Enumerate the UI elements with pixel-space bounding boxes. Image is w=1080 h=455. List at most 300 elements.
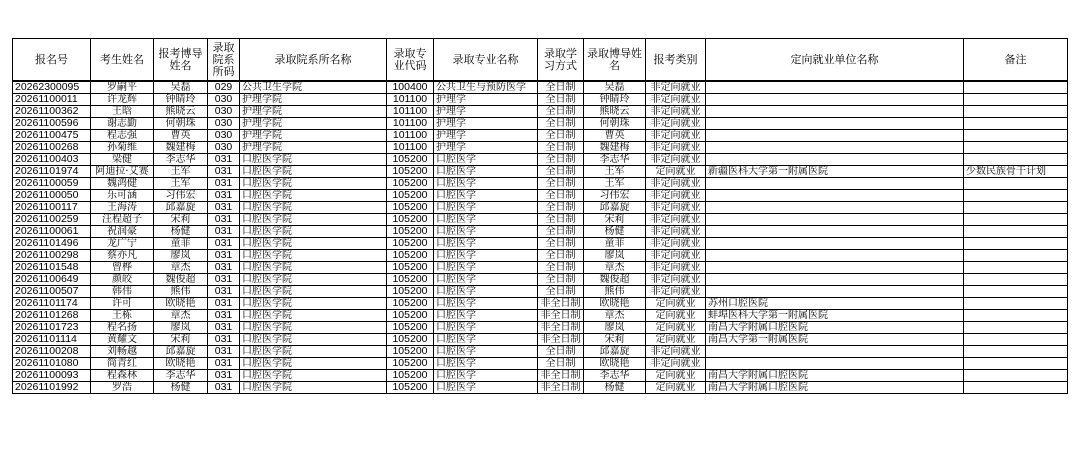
cell-major-name: 口腔医学 (434, 322, 538, 334)
cell-category: 非定向就业 (646, 214, 706, 226)
cell-dept-name: 口腔医学院 (240, 298, 387, 310)
cell-remarks (964, 142, 1068, 154)
cell-applied-supervisor: 李志华 (154, 154, 208, 166)
cell-admitted-supervisor: 熊伟 (584, 286, 646, 298)
cell-employer (706, 214, 964, 226)
cell-reg-no: 20261101080 (13, 358, 91, 370)
cell-name: 魏鸿健 (91, 178, 154, 190)
cell-employer (706, 250, 964, 262)
col-header-admitted-supervisor: 录取博导姓名 (584, 39, 646, 82)
table-row (13, 142, 1068, 154)
cell-reg-no: 20261100208 (13, 346, 91, 358)
cell-remarks (964, 226, 1068, 238)
cell-category: 非定向就业 (646, 238, 706, 250)
cell-reg-no: 20261101723 (13, 322, 91, 334)
cell-dept-name: 护理学院 (240, 118, 387, 130)
cell-study-mode: 全日制 (538, 118, 584, 130)
table-row (13, 214, 1068, 226)
cell-name: 汪程超子 (91, 214, 154, 226)
cell-category: 非定向就业 (646, 358, 706, 370)
cell-employer: 蚌埠医科大学第一附属医院 (706, 310, 964, 322)
cell-admitted-supervisor: 吴磊 (584, 81, 646, 94)
cell-major-code: 105200 (387, 190, 434, 202)
cell-category: 定向就业 (646, 370, 706, 382)
cell-admitted-supervisor: 邱嘉旋 (584, 202, 646, 214)
cell-applied-supervisor: 邱嘉旋 (154, 202, 208, 214)
cell-study-mode: 全日制 (538, 142, 584, 154)
cell-applied-supervisor: 廖岚 (154, 250, 208, 262)
cell-major-code: 105200 (387, 166, 434, 178)
cell-dept-name: 护理学院 (240, 130, 387, 142)
cell-reg-no: 20261100475 (13, 130, 91, 142)
cell-remarks (964, 118, 1068, 130)
table-row (13, 274, 1068, 286)
table-row (13, 81, 1068, 94)
cell-remarks (964, 130, 1068, 142)
cell-major-name: 口腔医学 (434, 262, 538, 274)
cell-reg-no: 20261100362 (13, 106, 91, 118)
cell-employer: 南昌大学第一附属医院 (706, 334, 964, 346)
cell-major-code: 105200 (387, 298, 434, 310)
cell-major-name: 口腔医学 (434, 310, 538, 322)
cell-major-name: 护理学 (434, 130, 538, 142)
cell-name: 程森林 (91, 370, 154, 382)
table-row (13, 322, 1068, 334)
cell-applied-supervisor: 熊伟 (154, 286, 208, 298)
cell-applied-supervisor: 章杰 (154, 310, 208, 322)
cell-major-code: 105200 (387, 178, 434, 190)
col-header-name: 考生姓名 (91, 39, 154, 82)
cell-admitted-supervisor: 习伟宏 (584, 190, 646, 202)
cell-major-name: 口腔医学 (434, 286, 538, 298)
cell-major-name: 口腔医学 (434, 166, 538, 178)
cell-name: 程名扬 (91, 322, 154, 334)
cell-employer (706, 94, 964, 106)
cell-applied-supervisor: 习伟宏 (154, 190, 208, 202)
cell-employer (706, 358, 964, 370)
cell-category: 非定向就业 (646, 154, 706, 166)
cell-applied-supervisor: 杨健 (154, 226, 208, 238)
cell-major-code: 105200 (387, 154, 434, 166)
cell-dept-name: 口腔医学院 (240, 238, 387, 250)
cell-dept-code: 031 (208, 298, 240, 310)
cell-study-mode: 非全日制 (538, 334, 584, 346)
cell-applied-supervisor: 邱嘉旋 (154, 346, 208, 358)
table-row (13, 238, 1068, 250)
cell-applied-supervisor: 宋莉 (154, 214, 208, 226)
cell-dept-name: 口腔医学院 (240, 382, 387, 394)
cell-category: 非定向就业 (646, 142, 706, 154)
cell-study-mode: 全日制 (538, 202, 584, 214)
cell-applied-supervisor: 熊晓云 (154, 106, 208, 118)
cell-major-code: 105200 (387, 238, 434, 250)
cell-reg-no: 20261101992 (13, 382, 91, 394)
cell-reg-no: 20262300095 (13, 81, 91, 94)
cell-study-mode: 全日制 (538, 178, 584, 190)
cell-major-name: 口腔医学 (434, 178, 538, 190)
cell-applied-supervisor: 魏建梅 (154, 142, 208, 154)
cell-applied-supervisor: 王军 (154, 166, 208, 178)
table-header (13, 39, 1068, 82)
cell-name: 曾桦 (91, 262, 154, 274)
cell-reg-no: 20261100259 (13, 214, 91, 226)
cell-employer (706, 154, 964, 166)
cell-admitted-supervisor: 童菲 (584, 238, 646, 250)
cell-remarks (964, 250, 1068, 262)
cell-admitted-supervisor: 章杰 (584, 262, 646, 274)
cell-employer (706, 202, 964, 214)
cell-dept-code: 030 (208, 106, 240, 118)
cell-major-code: 105200 (387, 310, 434, 322)
cell-employer (706, 226, 964, 238)
admission-table (12, 38, 1068, 394)
cell-category: 非定向就业 (646, 274, 706, 286)
col-header-employer: 定向就业单位名称 (706, 39, 964, 82)
cell-admitted-supervisor: 廖岚 (584, 322, 646, 334)
cell-study-mode: 全日制 (538, 81, 584, 94)
cell-remarks (964, 298, 1068, 310)
cell-study-mode: 全日制 (538, 154, 584, 166)
cell-dept-name: 口腔医学院 (240, 274, 387, 286)
table-row (13, 130, 1068, 142)
cell-major-code: 101100 (387, 130, 434, 142)
cell-dept-code: 030 (208, 142, 240, 154)
cell-name: 龙广宁 (91, 238, 154, 250)
cell-study-mode: 全日制 (538, 226, 584, 238)
cell-category: 非定向就业 (646, 81, 706, 94)
cell-dept-code: 031 (208, 178, 240, 190)
cell-dept-name: 口腔医学院 (240, 358, 387, 370)
cell-major-code: 105200 (387, 382, 434, 394)
cell-dept-code: 031 (208, 154, 240, 166)
cell-study-mode: 全日制 (538, 262, 584, 274)
cell-reg-no: 20261100061 (13, 226, 91, 238)
cell-employer (706, 238, 964, 250)
table-row (13, 370, 1068, 382)
cell-applied-supervisor: 钟睛玲 (154, 94, 208, 106)
cell-study-mode: 全日制 (538, 238, 584, 250)
cell-name: 乐可涵 (91, 190, 154, 202)
cell-admitted-supervisor: 李志华 (584, 370, 646, 382)
cell-dept-name: 口腔医学院 (240, 178, 387, 190)
cell-admitted-supervisor: 邱嘉旋 (584, 346, 646, 358)
cell-reg-no: 20261100059 (13, 178, 91, 190)
cell-admitted-supervisor: 章杰 (584, 310, 646, 322)
table-row (13, 310, 1068, 322)
cell-major-code: 105200 (387, 358, 434, 370)
cell-category: 非定向就业 (646, 226, 706, 238)
cell-employer (706, 286, 964, 298)
cell-reg-no: 20261100649 (13, 274, 91, 286)
table-body (13, 81, 1068, 394)
table-row (13, 202, 1068, 214)
cell-dept-code: 030 (208, 130, 240, 142)
cell-major-name: 口腔医学 (434, 238, 538, 250)
col-header-dept-code: 录取院系所码 (208, 39, 240, 82)
cell-dept-name: 口腔医学院 (240, 166, 387, 178)
col-header-dept-name: 录取院系所名称 (240, 39, 387, 82)
table-row (13, 334, 1068, 346)
cell-major-name: 口腔医学 (434, 226, 538, 238)
cell-name: 梁健 (91, 154, 154, 166)
table-row (13, 298, 1068, 310)
cell-admitted-supervisor: 欧晓艳 (584, 298, 646, 310)
table-row (13, 262, 1068, 274)
cell-category: 定向就业 (646, 322, 706, 334)
cell-study-mode: 非全日制 (538, 382, 584, 394)
cell-category: 定向就业 (646, 382, 706, 394)
cell-major-name: 口腔医学 (434, 214, 538, 226)
cell-dept-name: 公共卫生学院 (240, 81, 387, 94)
cell-major-code: 105200 (387, 262, 434, 274)
cell-name: 王栋 (91, 310, 154, 322)
cell-category: 非定向就业 (646, 346, 706, 358)
cell-name: 许可 (91, 298, 154, 310)
cell-major-code: 105200 (387, 370, 434, 382)
cell-major-code: 105200 (387, 286, 434, 298)
cell-study-mode: 非全日制 (538, 310, 584, 322)
cell-major-name: 口腔医学 (434, 346, 538, 358)
cell-remarks (964, 202, 1068, 214)
cell-remarks (964, 358, 1068, 370)
table-row (13, 358, 1068, 370)
col-header-applied-supervisor: 报考博导姓名 (154, 39, 208, 82)
cell-remarks: 少数民族骨干计划 (964, 166, 1068, 178)
cell-study-mode: 全日制 (538, 358, 584, 370)
cell-admitted-supervisor: 宋莉 (584, 214, 646, 226)
cell-employer: 南昌大学附属口腔医院 (706, 322, 964, 334)
cell-employer: 新疆医科大学第一附属医院 (706, 166, 964, 178)
col-header-study-mode: 录取学习方式 (538, 39, 584, 82)
table-row (13, 166, 1068, 178)
cell-admitted-supervisor: 王军 (584, 166, 646, 178)
table-row (13, 382, 1068, 394)
cell-reg-no: 20261101548 (13, 262, 91, 274)
cell-name: 程志强 (91, 130, 154, 142)
cell-name: 祝润豪 (91, 226, 154, 238)
cell-major-code: 100400 (387, 81, 434, 94)
cell-name: 孙菊维 (91, 142, 154, 154)
cell-major-name: 护理学 (434, 118, 538, 130)
cell-name: 罗嗣平 (91, 81, 154, 94)
cell-name: 阿迪拉·艾赛 (91, 166, 154, 178)
cell-dept-code: 031 (208, 322, 240, 334)
cell-admitted-supervisor: 熊晓云 (584, 106, 646, 118)
cell-remarks (964, 262, 1068, 274)
cell-admitted-supervisor: 宋莉 (584, 334, 646, 346)
table-row (13, 286, 1068, 298)
cell-name: 罗浩 (91, 382, 154, 394)
cell-study-mode: 全日制 (538, 274, 584, 286)
table-row (13, 250, 1068, 262)
cell-applied-supervisor: 何朝珠 (154, 118, 208, 130)
cell-category: 非定向就业 (646, 106, 706, 118)
cell-dept-code: 031 (208, 334, 240, 346)
cell-major-code: 101100 (387, 94, 434, 106)
cell-dept-code: 031 (208, 190, 240, 202)
cell-reg-no: 20261101268 (13, 310, 91, 322)
col-header-category: 报考类别 (646, 39, 706, 82)
cell-dept-code: 031 (208, 286, 240, 298)
cell-category: 定向就业 (646, 310, 706, 322)
cell-category: 非定向就业 (646, 178, 706, 190)
cell-study-mode: 全日制 (538, 166, 584, 178)
cell-dept-name: 护理学院 (240, 94, 387, 106)
cell-major-code: 105200 (387, 346, 434, 358)
cell-remarks (964, 310, 1068, 322)
cell-dept-code: 030 (208, 118, 240, 130)
cell-remarks (964, 370, 1068, 382)
cell-remarks (964, 178, 1068, 190)
cell-name: 韩伟 (91, 286, 154, 298)
cell-remarks (964, 274, 1068, 286)
cell-major-name: 护理学 (434, 142, 538, 154)
cell-study-mode: 全日制 (538, 94, 584, 106)
cell-major-code: 105200 (387, 214, 434, 226)
cell-dept-code: 031 (208, 274, 240, 286)
cell-category: 非定向就业 (646, 94, 706, 106)
cell-applied-supervisor: 魏俊超 (154, 274, 208, 286)
cell-employer: 南昌大学附属口腔医院 (706, 382, 964, 394)
cell-applied-supervisor: 廖岚 (154, 322, 208, 334)
cell-major-code: 105200 (387, 250, 434, 262)
cell-dept-name: 口腔医学院 (240, 250, 387, 262)
cell-dept-code: 031 (208, 358, 240, 370)
cell-name: 简青红 (91, 358, 154, 370)
cell-major-name: 公共卫生与预防医学 (434, 81, 538, 94)
cell-name: 黄耀文 (91, 334, 154, 346)
cell-study-mode: 非全日制 (538, 322, 584, 334)
cell-remarks (964, 286, 1068, 298)
cell-applied-supervisor: 童菲 (154, 238, 208, 250)
cell-study-mode: 全日制 (538, 250, 584, 262)
cell-reg-no: 20261101496 (13, 238, 91, 250)
cell-reg-no: 20261101174 (13, 298, 91, 310)
cell-employer (706, 118, 964, 130)
cell-dept-code: 029 (208, 81, 240, 94)
cell-major-code: 101100 (387, 106, 434, 118)
cell-dept-name: 护理学院 (240, 106, 387, 118)
cell-dept-code: 031 (208, 262, 240, 274)
cell-dept-name: 口腔医学院 (240, 190, 387, 202)
cell-major-name: 护理学 (434, 94, 538, 106)
cell-reg-no: 20261100117 (13, 202, 91, 214)
cell-dept-code: 031 (208, 226, 240, 238)
cell-admitted-supervisor: 魏建梅 (584, 142, 646, 154)
cell-applied-supervisor: 王军 (154, 178, 208, 190)
cell-applied-supervisor: 杨健 (154, 382, 208, 394)
cell-dept-name: 口腔医学院 (240, 322, 387, 334)
cell-study-mode: 全日制 (538, 286, 584, 298)
cell-category: 非定向就业 (646, 286, 706, 298)
cell-employer (706, 130, 964, 142)
cell-study-mode: 全日制 (538, 214, 584, 226)
cell-reg-no: 20261100011 (13, 94, 91, 106)
cell-name: 颜皎 (91, 274, 154, 286)
cell-major-name: 口腔医学 (434, 382, 538, 394)
cell-dept-code: 031 (208, 202, 240, 214)
cell-dept-code: 031 (208, 250, 240, 262)
cell-admitted-supervisor: 何朝珠 (584, 118, 646, 130)
table-row (13, 178, 1068, 190)
cell-reg-no: 20261101114 (13, 334, 91, 346)
cell-dept-code: 031 (208, 166, 240, 178)
cell-reg-no: 20261100403 (13, 154, 91, 166)
cell-major-code: 105200 (387, 226, 434, 238)
cell-name: 谢志勤 (91, 118, 154, 130)
cell-applied-supervisor: 宋莉 (154, 334, 208, 346)
cell-study-mode: 全日制 (538, 130, 584, 142)
cell-major-code: 105200 (387, 274, 434, 286)
cell-name: 刘畅越 (91, 346, 154, 358)
cell-major-code: 105200 (387, 322, 434, 334)
cell-major-name: 口腔医学 (434, 298, 538, 310)
cell-category: 非定向就业 (646, 250, 706, 262)
cell-remarks (964, 190, 1068, 202)
cell-reg-no: 20261100268 (13, 142, 91, 154)
cell-employer: 南昌大学附属口腔医院 (706, 370, 964, 382)
cell-major-name: 口腔医学 (434, 274, 538, 286)
cell-name: 蔡亦凡 (91, 250, 154, 262)
cell-admitted-supervisor: 杨健 (584, 382, 646, 394)
cell-major-name: 口腔医学 (434, 358, 538, 370)
cell-study-mode: 非全日制 (538, 370, 584, 382)
cell-dept-name: 口腔医学院 (240, 334, 387, 346)
table-row (13, 154, 1068, 166)
cell-admitted-supervisor: 廖岚 (584, 250, 646, 262)
cell-study-mode: 全日制 (538, 106, 584, 118)
cell-admitted-supervisor: 钟睛玲 (584, 94, 646, 106)
table-row (13, 190, 1068, 202)
cell-major-code: 105200 (387, 202, 434, 214)
cell-dept-name: 口腔医学院 (240, 214, 387, 226)
cell-major-code: 105200 (387, 334, 434, 346)
cell-remarks (964, 154, 1068, 166)
cell-dept-name: 口腔医学院 (240, 370, 387, 382)
cell-study-mode: 全日制 (538, 346, 584, 358)
cell-major-name: 口腔医学 (434, 202, 538, 214)
cell-admitted-supervisor: 李志华 (584, 154, 646, 166)
table-row (13, 346, 1068, 358)
cell-admitted-supervisor: 王军 (584, 178, 646, 190)
cell-dept-code: 031 (208, 214, 240, 226)
cell-employer (706, 81, 964, 94)
cell-employer (706, 178, 964, 190)
cell-dept-name: 口腔医学院 (240, 346, 387, 358)
cell-dept-code: 031 (208, 346, 240, 358)
cell-reg-no: 20261100596 (13, 118, 91, 130)
cell-dept-name: 护理学院 (240, 142, 387, 154)
cell-remarks (964, 382, 1068, 394)
cell-dept-name: 口腔医学院 (240, 202, 387, 214)
cell-dept-name: 口腔医学院 (240, 226, 387, 238)
cell-major-name: 口腔医学 (434, 334, 538, 346)
cell-dept-name: 口腔医学院 (240, 286, 387, 298)
cell-admitted-supervisor: 杨健 (584, 226, 646, 238)
cell-employer (706, 262, 964, 274)
cell-dept-code: 031 (208, 382, 240, 394)
cell-employer (706, 190, 964, 202)
cell-dept-name: 口腔医学院 (240, 262, 387, 274)
cell-employer (706, 142, 964, 154)
table-row (13, 94, 1068, 106)
cell-major-name: 口腔医学 (434, 190, 538, 202)
cell-category: 定向就业 (646, 298, 706, 310)
cell-category: 非定向就业 (646, 130, 706, 142)
cell-remarks (964, 334, 1068, 346)
cell-admitted-supervisor: 欧晓艳 (584, 358, 646, 370)
cell-dept-code: 030 (208, 94, 240, 106)
